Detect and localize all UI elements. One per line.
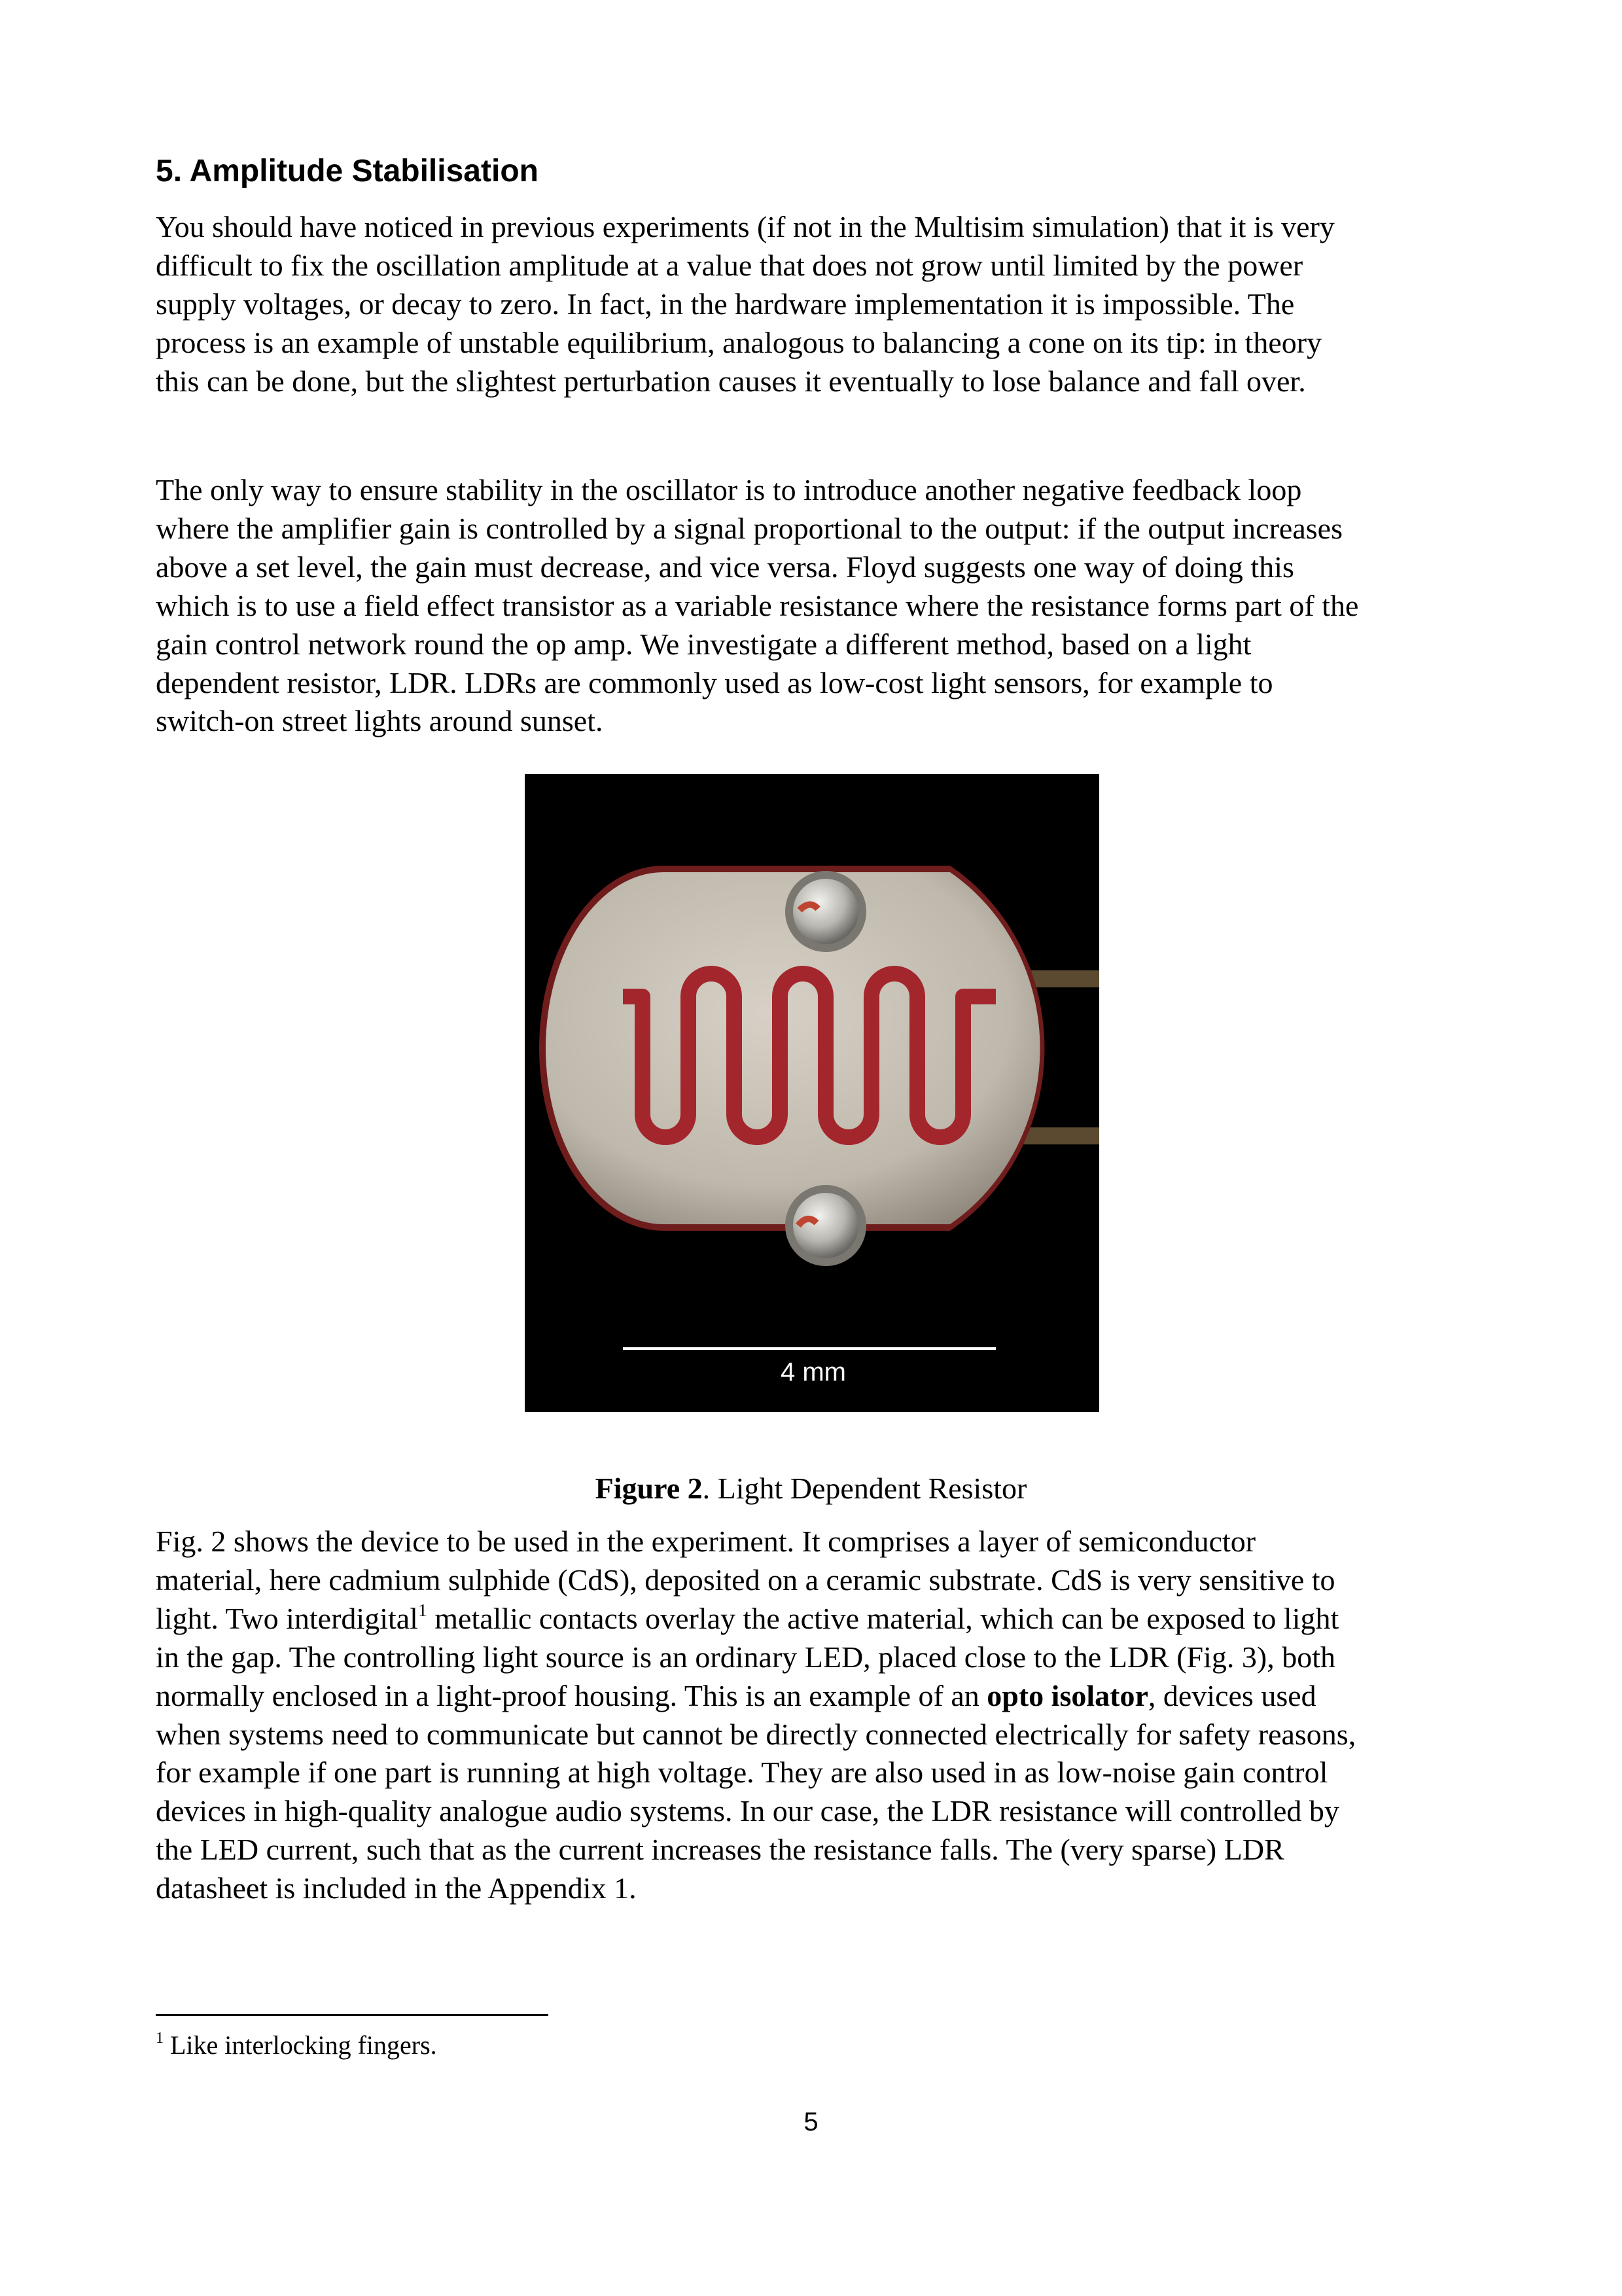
paragraph-line: process is an example of unstable equilibrium, analogous to balancing a cone on its tip: in theory — [156, 325, 1322, 359]
figure-caption-label: Figure 2 — [595, 1472, 703, 1505]
paragraph-line: in the gap. The controlling light source is an ordinary LED, placed close to the LDR (Fig. 3), both — [156, 1640, 1335, 1674]
text-run: , devices used — [1148, 1678, 1316, 1712]
paragraph-line: datasheet is included in the Appendix 1. — [156, 1871, 637, 1905]
paragraph-line: You should have noticed in previous experiments (if not in the Multisim simulation) that it is very — [156, 210, 1335, 243]
solder-joint-bottom — [793, 1193, 858, 1258]
paragraph-1 — [156, 208, 1335, 401]
paragraph-line — [156, 1677, 1356, 1716]
paragraph-line — [156, 1600, 1356, 1638]
text-run: light. Two interdigital — [156, 1601, 418, 1635]
paragraph-line: gain control network round the op amp. We investigate a different method, based on a light — [156, 627, 1252, 661]
paragraph-line: supply voltages, or decay to zero. In fact, in the hardware implementation it is impossible. The — [156, 287, 1295, 321]
ldr-photo — [525, 774, 1099, 1412]
footnote-text: Like interlocking fingers. — [164, 2030, 437, 2060]
paragraph-line: for example if one part is running at high voltage. They are also used in as low-noise gain control — [156, 1756, 1328, 1790]
paragraph-2 — [156, 471, 1358, 741]
page-number: 5 — [803, 2108, 819, 2136]
text-run: metallic contacts overlay the active material, which can be exposed to light — [427, 1601, 1339, 1635]
paragraph-line: when systems need to communicate but cannot be directly connected electrically for safety reasons, — [156, 1717, 1356, 1751]
footnote — [156, 2028, 437, 2062]
text-run: normally enclosed in a light-proof housing. This is an example of an — [156, 1678, 987, 1712]
paragraph-line: difficult to fix the oscillation amplitude at a value that does not grow until limited by the power — [156, 248, 1303, 282]
figure-caption-text: . Light Dependent Resistor — [702, 1472, 1027, 1505]
paragraph-line: dependent resistor, LDR. LDRs are commonly used as low-cost light sensors, for example to — [156, 665, 1273, 699]
paragraph-line: material, here cadmium sulphide (CdS), deposited on a ceramic substrate. CdS is very sensitive to — [156, 1563, 1335, 1597]
footnote-divider — [156, 2014, 548, 2016]
footnote-marker: 1 — [156, 2030, 164, 2047]
figure-caption — [0, 1469, 1622, 1508]
scale-bar-label: 4 mm — [781, 1358, 846, 1386]
footnote-reference: 1 — [417, 1599, 427, 1620]
paragraph-3 — [156, 1523, 1356, 1908]
paragraph-line: The only way to ensure stability in the oscillator is to introduce another negative feedback loop — [156, 473, 1302, 506]
paragraph-line: where the amplifier gain is controlled by a signal proportional to the output: if the output increases — [156, 511, 1343, 545]
bold-term: opto isolator — [987, 1678, 1148, 1712]
paragraph-line: which is to use a field effect transistor as a variable resistance where the resistance forms part of the — [156, 588, 1359, 622]
paragraph-line: the LED current, such that as the current increases the resistance falls. The (very sparse) LDR — [156, 1833, 1284, 1867]
paragraph-line: Fig. 2 shows the device to be used in the experiment. It comprises a layer of semiconductor — [156, 1525, 1256, 1558]
section-heading: 5. Amplitude Stabilisation — [156, 154, 538, 188]
ldr-illustration — [525, 774, 1099, 1412]
paragraph-line: switch-on street lights around sunset. — [156, 704, 603, 738]
paragraph-line: this can be done, but the slightest perturbation causes it eventually to lose balance and fall over. — [156, 364, 1306, 398]
paragraph-line: devices in high-quality analogue audio systems. In our case, the LDR resistance will controlled by — [156, 1794, 1339, 1828]
paragraph-line: above a set level, the gain must decrease, and vice versa. Floyd suggests one way of doing this — [156, 550, 1294, 584]
